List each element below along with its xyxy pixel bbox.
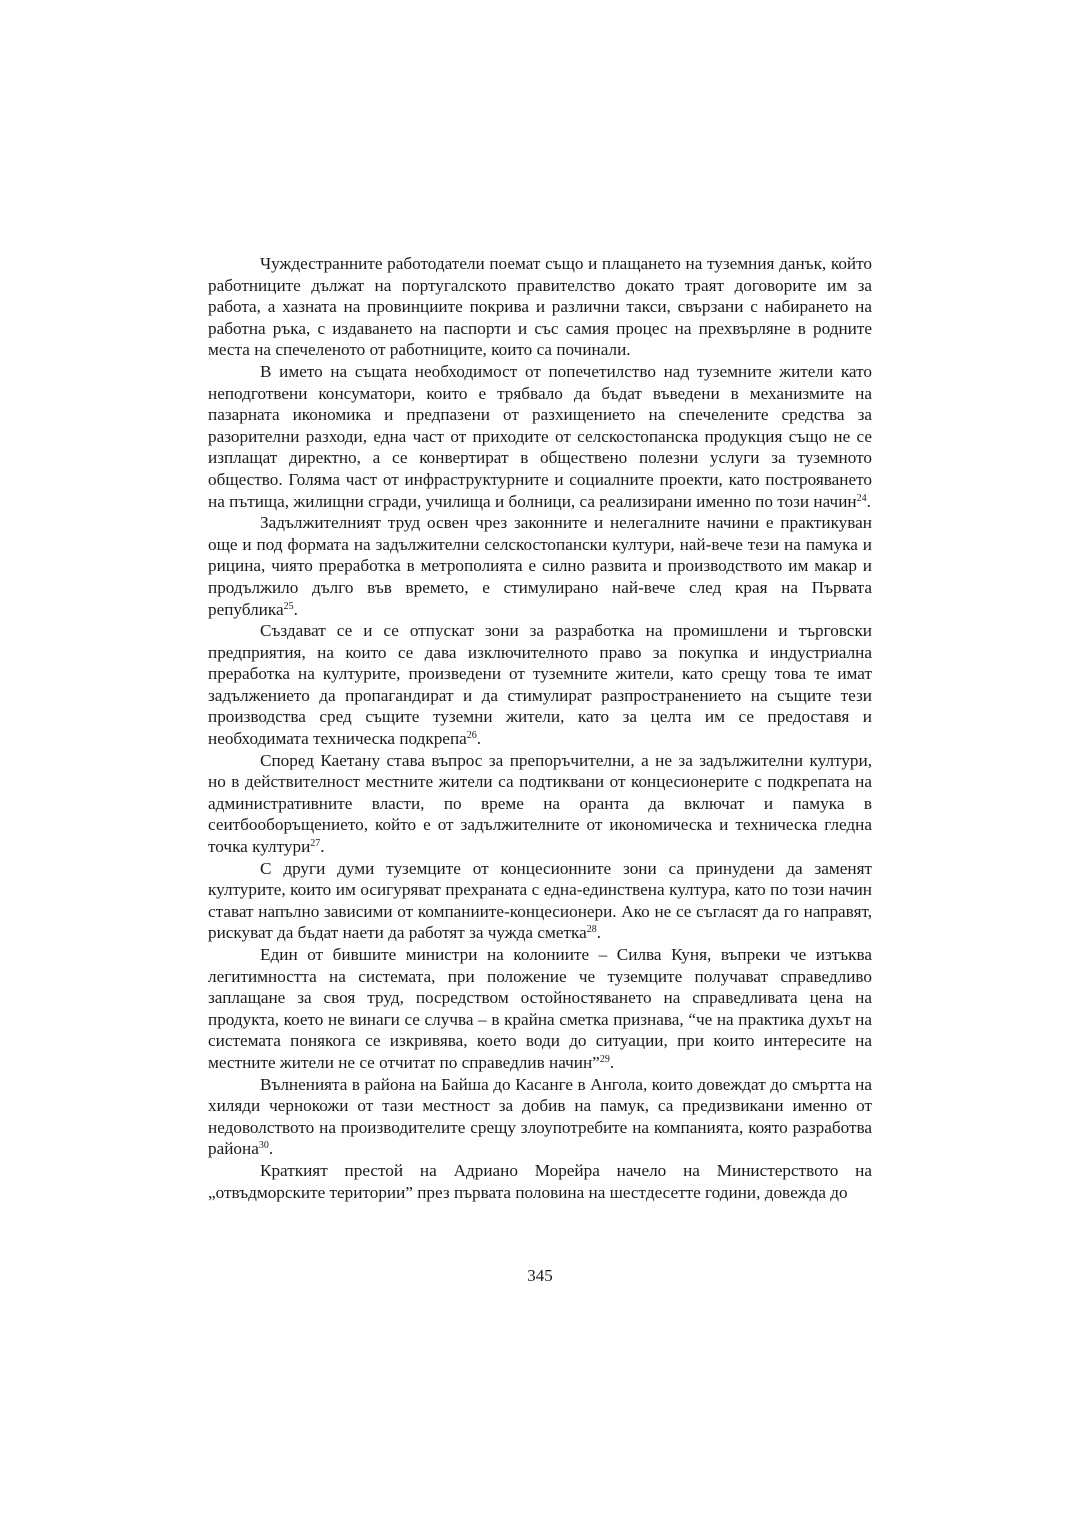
paragraph — [208, 1074, 872, 1160]
footnote-ref[interactable]: 28 — [586, 924, 597, 936]
footnote-ref[interactable]: 26 — [466, 730, 477, 742]
paragraph-tail: . — [609, 1052, 615, 1072]
paragraph — [208, 1160, 872, 1203]
body-text — [208, 253, 872, 1203]
paragraph-text: В името на същата необходимост от попечетилство над туземните жители като неподготвени консуматори, които е трябвало да бъдат въведени в механизмите на пазарната икономика и предпазени от разхищението на спечелените средства за разорителни разходи, една част от приходите от селскостопанска продукция също не се изплащат директно, а се конвертират в обществено полезни услуги за туземното общество. Голяма част от инфраструктурните и социалните проекти, като построяването на пътища, жилищни сгради, училища и болници, са реализирани именно по този начин — [208, 361, 872, 511]
paragraph-text: С други думи туземците от концесионните зони са принудени да заменят културите, които им осигуряват прехраната с една-единствена култура, като по този начин стават напълно зависими от компаниите-концесионери. Ако не се съгласят да го направят, рискуват да бъдат наети да работят за чужда сметка — [208, 858, 872, 943]
footnote-ref[interactable]: 30 — [258, 1140, 269, 1152]
paragraph-text: Създават се и се отпускат зони за разработка на промишлени и търговски предприятия, на които се дава изключителното право за покупка и индустриална преработка на културите, произведени от туземните жители, като срещу това те имат задължението да пропагандират и да стимулират разпространението на същите тези производства сред същите туземни жители, като за целта им се предоставя и необходимата техническа подкрепа — [208, 621, 872, 749]
footnote-ref[interactable]: 29 — [599, 1053, 610, 1065]
paragraph — [208, 750, 872, 858]
paragraph-text: Краткият престой на Адриано Морейра начело на Министерството на „отвъдморските територии” през първата половина на шестдесетте години, довежда до — [208, 1160, 872, 1202]
paragraph-tail: . — [596, 923, 602, 943]
footnote-ref[interactable]: 25 — [283, 600, 294, 612]
paragraph-text: Вълненията в района на Байша до Касанге в Ангола, които довеждат до смъртта на хиляди чернокожи от тази местност за добив на памук, са предизвикани именно от недоволството на производителите срещу злоупотребите на компанията, която разработва района — [208, 1074, 872, 1159]
paragraph-text: Един от бившите министри на колониите – Силва Куня, въпреки че изтъква легитимността на системата, при положение че туземците получават справедливо заплащане за своя труд, посредством остойностяването на справедливата цена на продукта, което не винаги се случва – в крайна сметка признава, “че на практика духът на системата понякога се изкривява, което води до ситуации, при които интересите на местните жители не се отчитат по справедлив начин” — [208, 945, 872, 1072]
paragraph — [208, 620, 872, 750]
page-number: 345 — [527, 1266, 553, 1285]
paragraph — [208, 253, 872, 361]
paragraph — [208, 944, 872, 1074]
paragraph-tail: . — [476, 729, 482, 749]
paragraph-tail: . — [320, 837, 325, 857]
paragraph — [208, 361, 872, 512]
footnote-ref[interactable]: 24 — [856, 492, 867, 504]
paragraph-text: Чуждестранните работодатели поемат също и плащането на туземния данък, който работниците дължат на португалското правителство докато траят договорите им за работа, а хазната на провинциите покрива и различни такси, свързани с набирането на работна ръка, с издаването на паспорти и със самия процес на прехвърляне в родните места на спечеленото от работниците, които са починали. — [208, 254, 872, 360]
paragraph-tail: . — [293, 599, 298, 619]
paragraph-text: Задължителният труд освен чрез законните и нелегалните начини е практикуван още и под формата на задължителни селскостопански култури, най-вече тези на памука и рицина, чиято преработка в метрополията е силно развита и производството им макар и продължило дълго във времето, е стимулирано най-вече след края на Първата република — [208, 513, 872, 619]
paragraph-text: Според Каетану става въпрос за препоръчителни, а не за задължителни култури, но в действителност местните жители са подтиквани от концесионерите с подкрепата на административните власти, по време на оранта да включат и памука в сеитбооборъщението, който е от задължителните от икономическа и техническа гледна точка култури — [208, 750, 872, 857]
paragraph-tail: . — [866, 491, 871, 511]
paragraph — [208, 858, 872, 944]
paragraph — [208, 512, 872, 620]
paragraph-tail: . — [268, 1139, 274, 1159]
footnote-ref[interactable]: 27 — [310, 838, 321, 850]
